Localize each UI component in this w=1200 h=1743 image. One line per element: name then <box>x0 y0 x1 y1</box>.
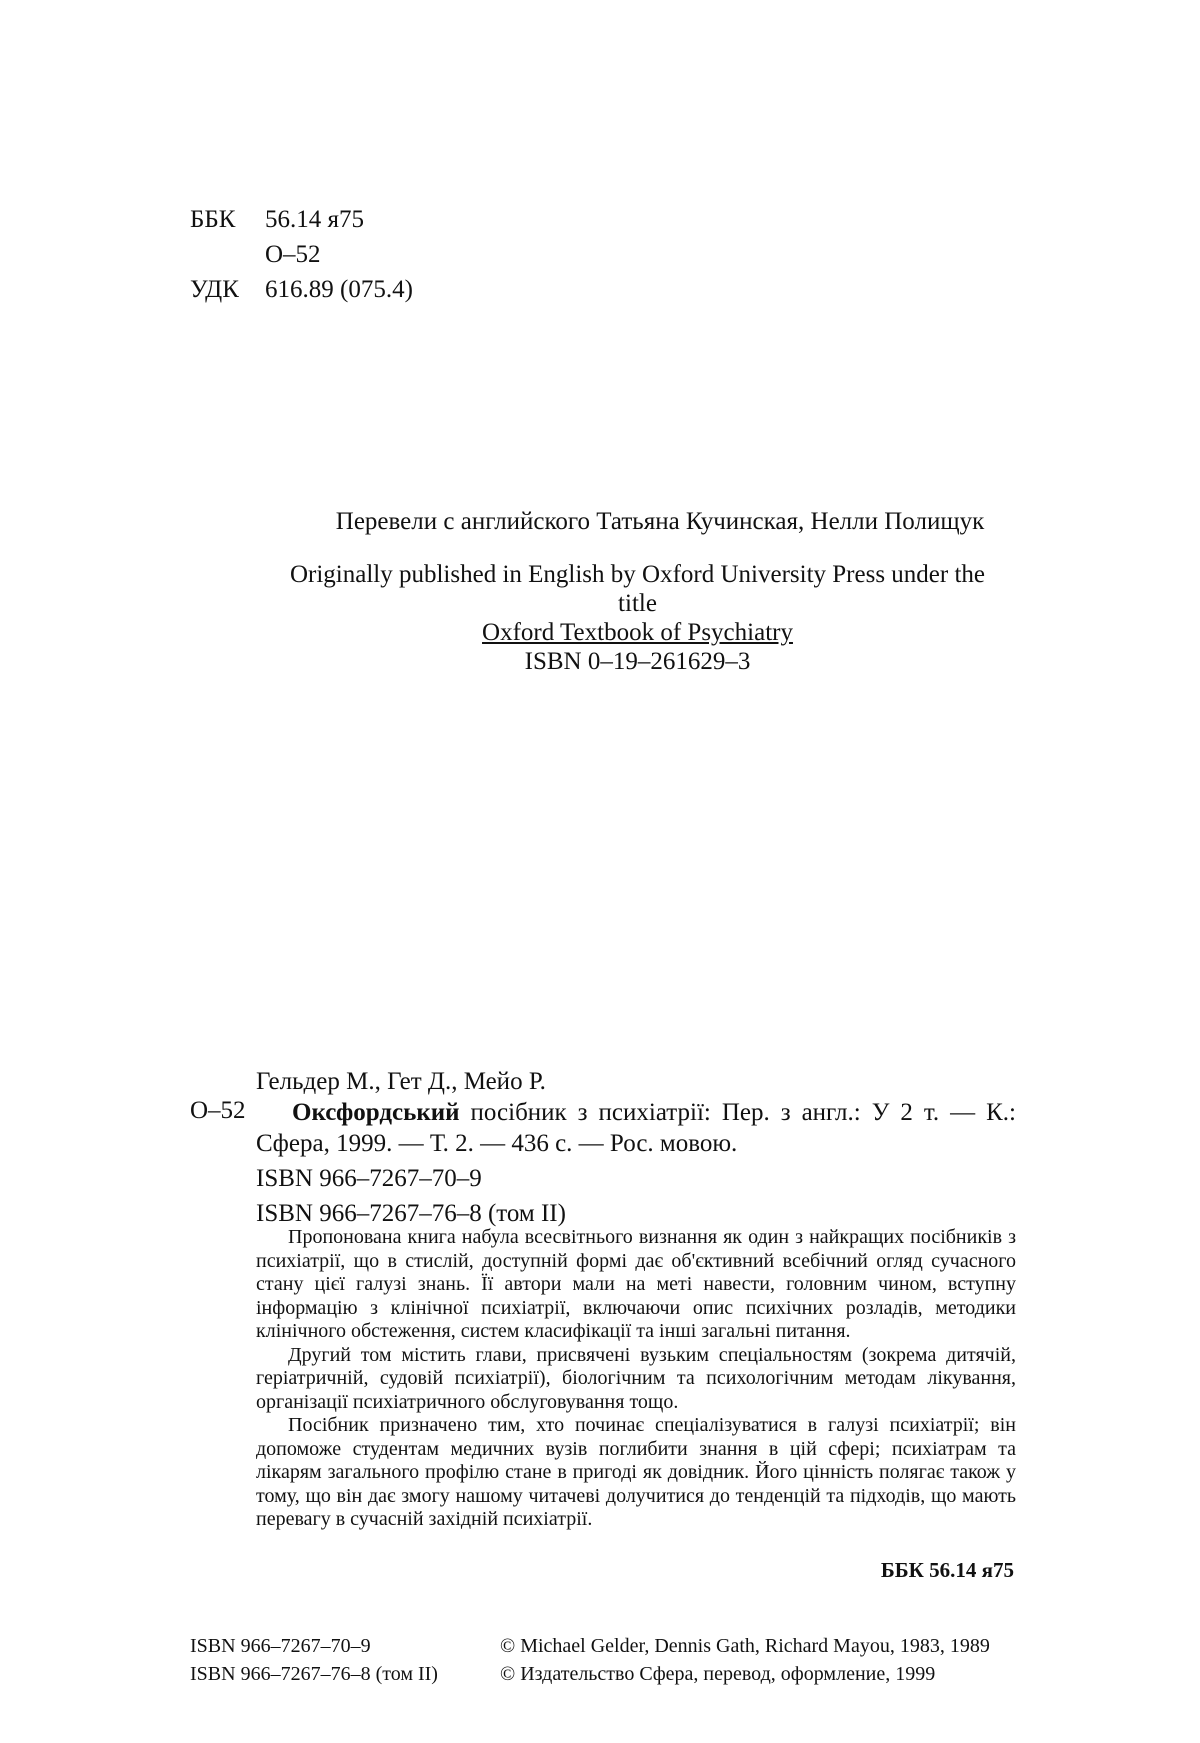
author-mark: О–52 <box>265 241 321 268</box>
catalog-codes <box>190 202 413 307</box>
entry-isbn-1: ISBN 966–7267–70–9 <box>256 1165 482 1192</box>
entry-code: О–52 <box>190 1097 246 1124</box>
footer-isbn-2: ISBN 966–7267–76–8 (том II) <box>190 1663 438 1685</box>
footer-isbns <box>190 1632 438 1688</box>
udk-value: 616.89 (075.4) <box>265 276 413 303</box>
bbk-value: 56.14 я75 <box>265 206 364 233</box>
entry-isbn-2: ISBN 966–7267–76–8 (том II) <box>256 1200 566 1227</box>
entry-main <box>256 1097 1016 1159</box>
bbk-bottom: ББК 56.14 я75 <box>880 1558 1014 1582</box>
translators-line: Перевели с английского Татьяна Кучинская, Нелли Полищук <box>335 508 985 535</box>
footer-copyright-1: © Michael Gelder, Dennis Gath, Richard Mayou, 1983, 1989 <box>500 1635 990 1657</box>
entry-title-rest: посібник з психіатрії: Пер. з англ.: У 2 т. — К.: Сфера, 1999. — Т. 2. — 436 с. — Рос. мовою. <box>256 1099 1016 1157</box>
annotation <box>256 1226 1016 1532</box>
annotation-paragraph-1: Пропонована книга набула всесвітнього визнання як один з найкращих посібників з психіатрії, що в стислій, доступній формі дає об'єктивний всебічний огляд сучасного стану цієї галузі знань. Її автори мали на меті навести, головним чином, вступну інформацію з клінічної психіатрії, включаючи опис психічних розладів, методики клінічного обстеження, систем класифікації та інші загальні питання. <box>256 1226 1016 1342</box>
bbk-row <box>190 202 413 237</box>
bibliographic-entry <box>256 1066 1016 1229</box>
footer-isbn-1: ISBN 966–7267–70–9 <box>190 1635 371 1657</box>
udk-row <box>190 272 413 307</box>
udk-label: УДК <box>190 276 239 303</box>
original-publication-line: Originally published in English by Oxford University Press under the title <box>289 561 986 617</box>
original-publication <box>270 560 1005 676</box>
original-isbn: ISBN 0–19–261629–3 <box>524 648 751 675</box>
footer-copyright-2: © Издательство Сфера, перевод, оформление, 1999 <box>500 1663 936 1685</box>
annotation-paragraph-3: Посібник призначено тим, хто починає спеціалізуватися в галузі психіатрії; він допоможе студентам медичних вузів поглибити знання в цій сфері; психіатрам та лікарям загального профілю стане в пригоді як довідник. Його цінність полягає також у тому, що він дає змогу нашому читачеві долучитися до тенденцій та підходів, що мають перевагу в сучасній західній психіатрії. <box>256 1414 1016 1530</box>
annotation-paragraph-2: Другий том містить глави, присвячені вузьким спеціальностям (зокрема дитячій, геріатричній, судовій психіатрії), біологічним та психологічним методам лікування, організації психіатричного обслуговування тощо. <box>256 1343 1016 1413</box>
original-title: Oxford Textbook of Psychiatry <box>482 619 793 646</box>
author-mark-row <box>190 237 413 272</box>
entry-authors: Гельдер М., Гет Д., Мейо Р. <box>256 1068 546 1095</box>
footer-copyrights <box>500 1632 990 1688</box>
bbk-label: ББК <box>190 206 236 233</box>
entry-title-bold: Оксфордський <box>292 1099 460 1126</box>
